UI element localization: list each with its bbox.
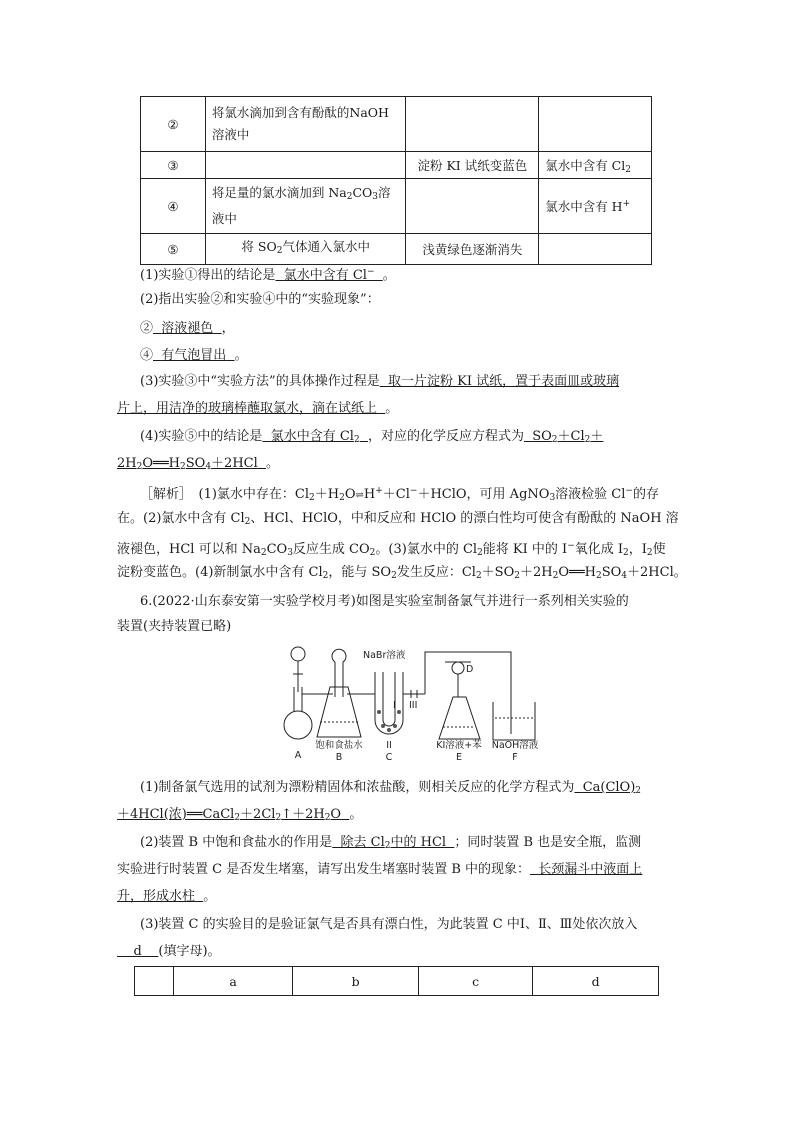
label-b: B bbox=[335, 752, 343, 763]
phenomenon-cell bbox=[406, 97, 539, 152]
table-row bbox=[141, 97, 652, 152]
method-cell: 将氯水滴加到含有酚酞的NaOH 溶液中 bbox=[205, 97, 406, 152]
question-4-line1: (4)实验⑤中的结论是 氯水中含有 $Cl_2$ ，对应的化学反应方程式为 $SO_2+Cl_2+$ bbox=[140, 429, 604, 445]
question-6-2-line1: (2)装置 B 中饱和食盐水的作用是 除去 $Cl_2$中的 HCl ；同时装置 B 也是安全瓶，监测 bbox=[140, 835, 642, 851]
question-2-answer-b: ④ 有气泡冒出 。 bbox=[140, 348, 248, 363]
label-a: A bbox=[294, 750, 302, 761]
header-cell: b bbox=[293, 967, 419, 996]
question-3-line1: (3)实验③中“实验方法”的具体操作过程是 取一片淀粉 KI 试纸，置于表面皿或玻璃 bbox=[140, 374, 620, 389]
row-number: ⑤ bbox=[141, 234, 206, 265]
experiment-table bbox=[140, 96, 652, 265]
flask-a-icon bbox=[284, 711, 312, 739]
header-cell bbox=[135, 967, 174, 996]
question-2-answer-a: ② 溶液褪色 ， bbox=[140, 321, 235, 336]
question-6-line2: 装置(夹持装置已略) bbox=[117, 619, 232, 634]
funnel-d-icon bbox=[452, 662, 464, 674]
flask-e-icon bbox=[439, 697, 480, 739]
phenomenon-cell bbox=[406, 179, 539, 234]
conclusion-cell bbox=[539, 97, 652, 152]
question-6-2-line3: 升，形成水柱 。 bbox=[117, 889, 217, 904]
analysis-line4: 淀粉变蓝色。(4)新制氯水中含有 $Cl_2$，能与 $SO_2$发生反应：$Cl_2+SO_2+2H_2O══H_2SO_4+2HCl$。 bbox=[117, 565, 687, 581]
question-4-line2: $2H_2O══H_2SO_4+2HCl$ 。 bbox=[117, 456, 280, 472]
options-table bbox=[134, 966, 659, 996]
method-cell bbox=[205, 152, 406, 179]
label-e: E bbox=[455, 752, 463, 763]
row-number: ③ bbox=[141, 152, 206, 179]
caption-f: NaOH溶液 bbox=[491, 740, 539, 751]
top-label: NaBr溶液 bbox=[363, 650, 406, 661]
question-6-2-line2: 实验进行时装置 C 是否发生堵塞，请写出发生堵塞时装置 B 中的现象： 长颈漏斗中液面上 bbox=[117, 862, 643, 877]
analysis-line3: 液褪色，HCl 可以和 $Na_2CO_3$反应生成 $CO_2$。(3)氯水中的 $Cl_2$能将 KI 中的 I−氧化成 $I_2$，$I_2$使 bbox=[117, 541, 666, 558]
question-3-line2: 片上，用洁净的玻璃棒蘸取氯水，滴在试纸上 。 bbox=[117, 401, 399, 416]
row-number: ② bbox=[141, 97, 206, 152]
row-number: ④ bbox=[141, 179, 206, 234]
label-i: I bbox=[393, 700, 396, 711]
u-tube-c-icon bbox=[375, 672, 403, 734]
header-cell: c bbox=[418, 967, 532, 996]
caption-e: KI溶液+苯 bbox=[436, 740, 482, 751]
table-row bbox=[141, 152, 652, 179]
question-6-3-line2: d (填字母)。 bbox=[133, 944, 221, 959]
analysis-line1: ［解析］ (1)氯水中存在：$Cl_2+H_2O\rightleftharpoons H^++Cl^-+HClO$，可用 AgNO$_3$溶液检验 Cl−的存 bbox=[140, 486, 659, 503]
method-cell: 将 $SO_2$气体通入氯水中 bbox=[205, 234, 406, 265]
table-row bbox=[135, 967, 659, 996]
question-2: (2)指出实验②和实验④中的“实验现象”： bbox=[140, 292, 380, 307]
question-6-1-line1: (1)制备氯气选用的试剂为漂粉精固体和浓盐酸，则相关反应的化学方程式为 $Ca(ClO)_2$ bbox=[140, 780, 642, 796]
question-6-3-line1: (3)装置 C 的实验目的是验证氯气是否具有漂白性，为此装置 C 中Ⅰ、Ⅱ、Ⅲ处依次放入 bbox=[140, 917, 638, 932]
label-iii: III bbox=[409, 700, 418, 711]
label-d: D bbox=[466, 664, 474, 675]
label-f: F bbox=[512, 752, 518, 763]
analysis-line2: 在。(2)氯水中含有 $Cl_2$、HCl、HClO，中和反应和 HClO 的漂白性均可使含有酚酞的 NaOH 溶 bbox=[117, 511, 679, 527]
phenomenon-cell: 浅黄绿色逐渐消失 bbox=[406, 234, 539, 265]
method-cell: 将足量的氯水滴加到 $Na_2CO_3$溶 液中 bbox=[205, 179, 406, 234]
long-funnel-icon bbox=[332, 649, 346, 697]
label-ii: II bbox=[386, 740, 392, 751]
header-cell: d bbox=[533, 967, 659, 996]
question-6-1-line2: ＋4HCl(浓)$══CaCl_2+2Cl_2↑+2H_2O$ 。 bbox=[117, 807, 363, 823]
label-c: C bbox=[385, 752, 393, 763]
header-cell: a bbox=[174, 967, 293, 996]
apparatus-diagram bbox=[275, 642, 560, 767]
caption-b: 饱和食盐水 bbox=[315, 740, 363, 751]
beaker-f-icon bbox=[493, 702, 535, 740]
table-row bbox=[141, 179, 652, 234]
phenomenon-cell: 淀粉 KI 试纸变蓝色 bbox=[406, 152, 539, 179]
conclusion-cell: 氯水中含有 H+ bbox=[539, 179, 652, 234]
question-6-line1: 6.(2022·山东泰安第一实验学校月考)如图是实验室制备氯气并进行一系列相关实验的 bbox=[140, 594, 629, 609]
question-1: (1)实验①得出的结论是 氯水中含有 Cl− 。 bbox=[140, 267, 396, 283]
conclusion-cell: 氯水中含有 $Cl_2$ bbox=[539, 152, 652, 179]
